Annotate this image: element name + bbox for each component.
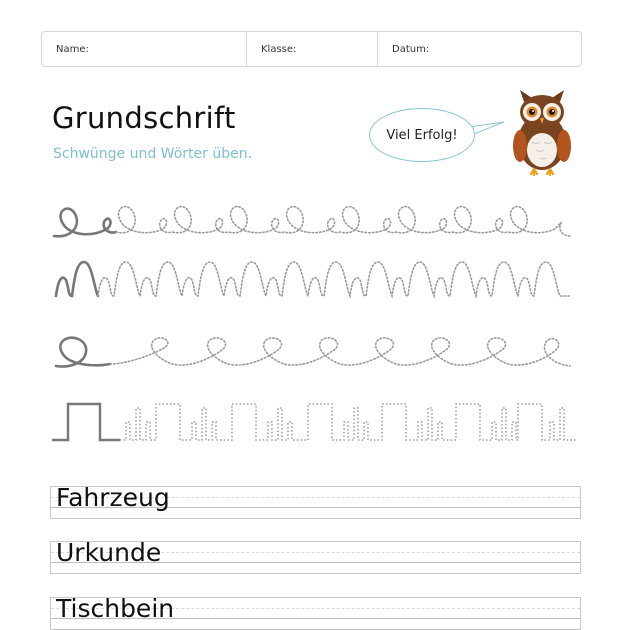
page-subtitle: Schwünge und Wörter üben. [53, 146, 253, 162]
figure-eight-trace-row [52, 330, 574, 374]
word-line-1 [50, 483, 581, 519]
arc-trace-row [52, 258, 574, 302]
practice-word: Fahrzeug [56, 483, 170, 512]
date-label: Datum: [392, 44, 430, 55]
name-label: Name: [56, 44, 89, 55]
practice-word: Urkunde [56, 538, 162, 567]
header-fields [41, 31, 582, 67]
loop-trace-row [52, 198, 574, 243]
class-label: Klasse: [261, 44, 297, 55]
word-line-2 [50, 538, 581, 574]
speech-bubble-text: Viel Erfolg! [386, 127, 458, 143]
name-field[interactable] [42, 32, 247, 66]
class-field[interactable] [247, 32, 378, 66]
square-wave-trace-row [52, 400, 578, 444]
date-field[interactable] [378, 32, 581, 66]
speech-bubble [369, 108, 475, 162]
word-line-3 [50, 594, 581, 630]
owl-icon [510, 90, 574, 176]
practice-word: Tischbein [56, 594, 175, 623]
page-title: Grundschrift [52, 101, 236, 135]
